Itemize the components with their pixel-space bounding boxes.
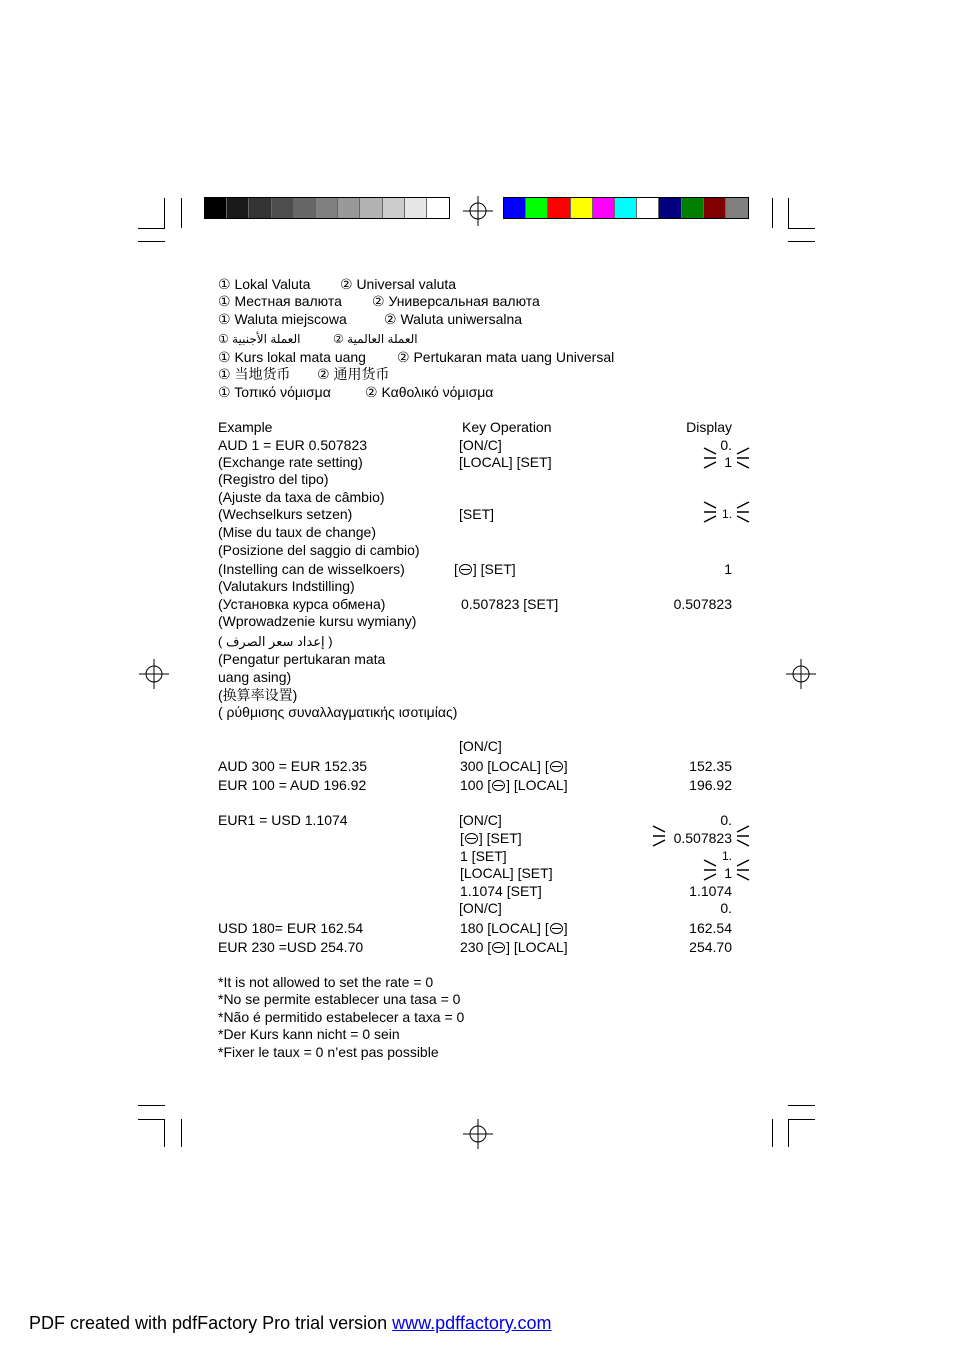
rate-description: (换算率设置) (218, 687, 298, 703)
key-on-c: [ON/C] (459, 812, 502, 828)
note: *Der Kurs kann nicht = 0 sein (218, 1026, 400, 1042)
universal-currency-label: ② 通用货币 (317, 366, 390, 382)
registration-target-icon (786, 659, 816, 689)
rate-description: (Registro del tipo) (218, 471, 329, 487)
rate-description: (Instelling can de wisselkoers) (218, 561, 405, 577)
universal-currency-label: ② Universal valuta (340, 276, 457, 292)
key-on-c: [ON/C] (459, 738, 502, 754)
conversion-keys: 230 [ ] [LOCAL] (460, 939, 568, 955)
note: *No se permite establecer una tasa = 0 (218, 991, 461, 1007)
rate-description: (Установка курса обмена) (218, 596, 386, 612)
key-set: [SET] (459, 506, 495, 522)
currency-coin-icon (550, 761, 563, 772)
key-coin-set: [ ] [SET] (460, 830, 522, 846)
color-swatch (316, 198, 338, 218)
rate-description: ( إعداد سعر الصرف ) (218, 634, 333, 649)
display-value: 0. (720, 437, 732, 453)
pdf-footer (29, 1311, 552, 1335)
color-swatch (593, 198, 615, 218)
conversion-keys: 180 [LOCAL] [ ] (460, 920, 568, 936)
color-swatch (205, 198, 227, 218)
rate-description: (Ajuste da taxa de câmbio) (218, 489, 385, 505)
display-value: 254.70 (689, 939, 732, 955)
color-swatch (526, 198, 548, 218)
display-value: 162.54 (689, 920, 732, 936)
conversion-keys: 100 [ ] [LOCAL] (460, 777, 568, 793)
key-local-set: [LOCAL] [SET] (459, 454, 552, 470)
key-rate-set: 0.507823 [SET] (461, 596, 559, 612)
display-value: 152.35 (689, 758, 732, 774)
local-currency-label: ① Lokal Valuta (218, 276, 311, 292)
color-swatch (615, 198, 637, 218)
rate-description: ( ρύθμισης συναλλαγματικής ισοτιμίας) (218, 704, 458, 720)
conversion-example: AUD 300 = EUR 152.35 (218, 758, 368, 774)
rate-description: (Valutakurs Indstilling) (218, 578, 355, 594)
rate-description: (Wprowadzenie kursu wymiany) (218, 613, 417, 629)
color-swatch (571, 198, 593, 218)
rate-description: (Wechselkurs setzen) (218, 506, 353, 522)
local-currency-label: ① Kurs lokal mata uang (218, 349, 366, 365)
footer-text: PDF created with pdfFactory Pro trial version (29, 1313, 393, 1333)
display-value: 0.507823 (673, 596, 732, 612)
conversion-keys: 300 [LOCAL] [ ] (460, 758, 568, 774)
key-local-set: [LOCAL] [SET] (460, 865, 553, 881)
key-set: 1 [SET] (460, 848, 507, 864)
color-swatch (637, 198, 659, 218)
color-swatch (427, 198, 449, 218)
key-operation-header: Key Operation (462, 419, 552, 435)
display-value: 1. (721, 849, 732, 863)
color-swatch (726, 198, 748, 218)
rate-description: (Pengatur pertukaran mata (218, 651, 386, 667)
color-swatch (338, 198, 360, 218)
key-coin-set: [ ] [SET] (454, 561, 516, 577)
color-bar (503, 197, 749, 219)
universal-currency-label: ② Pertukaran mata uang Universal (397, 349, 615, 365)
flashing-indicator-icon (736, 824, 750, 848)
flashing-indicator-icon (736, 500, 750, 524)
universal-currency-label: ② Универсальная валюта (372, 293, 540, 309)
color-swatch (548, 198, 570, 218)
local-currency-label: ① العملة الأجنبية (218, 332, 301, 346)
currency-coin-icon (492, 780, 505, 791)
display-value: 0. (720, 900, 732, 916)
pdffactory-link[interactable]: www.pdffactory.com (392, 1313, 552, 1333)
display-value: 1 (724, 561, 732, 577)
rate-description: (Posizione del saggio di cambio) (218, 542, 420, 558)
universal-currency-label: ② Καθολικό νόμισμα (365, 384, 494, 400)
display-value: 1 (724, 454, 732, 470)
color-swatch (704, 198, 726, 218)
color-swatch (272, 198, 294, 218)
display-value: 1. (721, 507, 732, 521)
flashing-indicator-icon (736, 858, 750, 882)
display-value: 196.92 (689, 777, 732, 793)
local-currency-label: ① Τοπικό νόμισμα (218, 384, 331, 400)
color-swatch (227, 198, 249, 218)
color-swatch (360, 198, 382, 218)
local-currency-label: ① Waluta miejscowa (218, 311, 347, 327)
currency-coin-icon (492, 942, 505, 953)
color-swatch (682, 198, 704, 218)
currency-coin-icon (465, 833, 478, 844)
color-swatch (659, 198, 681, 218)
color-swatch (383, 198, 405, 218)
flashing-indicator-icon (703, 500, 717, 524)
note: *It is not allowed to set the rate = 0 (218, 974, 434, 990)
flashing-indicator-icon (703, 446, 717, 470)
currency-coin-icon (459, 564, 472, 575)
display-value: 0.507823 (673, 830, 732, 846)
color-swatch (249, 198, 271, 218)
grayscale-bar (204, 197, 450, 219)
flashing-indicator-icon (652, 824, 666, 848)
registration-target-icon (463, 196, 493, 226)
flashing-indicator-icon (703, 858, 717, 882)
note: *Fixer le taux = 0 n’est pas possible (218, 1044, 439, 1060)
registration-target-icon (139, 659, 169, 689)
universal-currency-label: ② العملة العالمية (333, 332, 418, 346)
rate-description: (Exchange rate setting) (218, 454, 363, 470)
conversion-example: USD 180= EUR 162.54 (218, 920, 364, 936)
registration-target-icon (463, 1119, 493, 1149)
key-on-c: [ON/C] (459, 900, 502, 916)
color-swatch (405, 198, 427, 218)
conversion-example: EUR 230 =USD 254.70 (218, 939, 364, 955)
universal-currency-label: ② Waluta uniwersalna (384, 311, 523, 327)
display-value: 0. (720, 812, 732, 828)
currency-coin-icon (550, 923, 563, 934)
usd-example: EUR1 = USD 1.1074 (218, 812, 348, 828)
flashing-indicator-icon (736, 446, 750, 470)
rate-example: AUD 1 = EUR 0.507823 (218, 437, 368, 453)
key-rate-set: 1.1074 [SET] (460, 883, 542, 899)
rate-description: (Mise du taux de change) (218, 524, 376, 540)
color-swatch (294, 198, 316, 218)
key-on-c: [ON/C] (459, 437, 502, 453)
local-currency-label: ① Местная валюта (218, 293, 342, 309)
display-header: Display (686, 419, 732, 435)
color-swatch (504, 198, 526, 218)
local-currency-label: ① 当地货币 (218, 366, 291, 382)
rate-description: uang asing) (218, 669, 292, 685)
conversion-example: EUR 100 = AUD 196.92 (218, 777, 367, 793)
display-value: 1.1074 (689, 883, 732, 899)
display-value: 1 (724, 865, 732, 881)
example-header: Example (218, 419, 273, 435)
note: *Não é permitido estabelecer a taxa = 0 (218, 1009, 465, 1025)
